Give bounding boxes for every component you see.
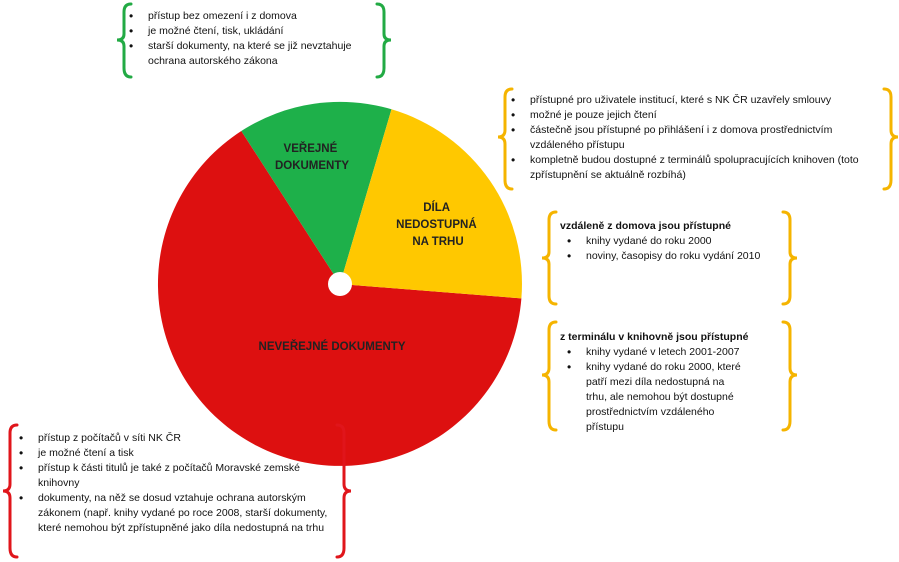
label-unavailable: DÍLA NEDOSTUPNÁ NA TRHU [396, 202, 477, 248]
label-nonpublic: NEVEŘEJNÉ DOKUMENTY [258, 341, 406, 353]
list-item: • knihy vydané do roku 2000, které patří mezi díla nedostupná na trhu, ale nemohou být dostupné prostřednictvím vzdáleného přístupu [560, 360, 788, 435]
list-item: • kompletně budou dostupné z terminálů spolupracujících knihoven (toto zpřístupnění se aktuálně rozbíhá) [504, 153, 888, 183]
list-item: • přístup k části titulů je také z počítačů Moravské zemské knihovny [12, 461, 340, 491]
list-item: • částečně jsou přístupné po přihlášení i z domova prostřednictvím vzdáleného přístupu [504, 123, 888, 153]
brace-left-terminal [542, 322, 556, 430]
remote-access-heading: vzdáleně z domova jsou přístupné [560, 220, 731, 232]
list-item: • možné je pouze jejich čtení [504, 108, 888, 123]
pie-center-hole [328, 272, 352, 296]
terminal-access-box [560, 330, 788, 435]
list-item: • přístup z počítačů v síti NK ČR [12, 431, 340, 446]
nonpublic-info-box [12, 431, 340, 536]
list-item: • dokumenty, na něž se dosud vztahuje ochrana autorským zákonem (např. knihy vydané po roce 2008, starší dokumenty, které nemohou být zpřístupněné jako díla nedostupná na trhu [12, 491, 340, 536]
list-item: • knihy vydané do roku 2000 [560, 234, 788, 249]
label-public: VEŘEJNÉ DOKUMENTY [274, 143, 350, 172]
list-item: • noviny, časopisy do roku vydání 2010 [560, 249, 788, 264]
list-item: • přístup bez omezení i z domova [122, 9, 378, 24]
list-item: • knihy vydané v letech 2001-2007 [560, 345, 788, 360]
public-info-box [122, 9, 378, 69]
list-item: • je možné čtení a tisk [12, 446, 340, 461]
brace-right-public [377, 4, 391, 77]
unavailable-info-box [504, 93, 888, 183]
brace-left-remote [542, 212, 556, 304]
remote-access-box [560, 219, 788, 264]
list-item: • přístupné pro uživatele institucí, které s NK ČR uzavřely smlouvy [504, 93, 888, 108]
list-item: • je možné čtení, tisk, ukládání [122, 24, 378, 39]
list-item: • starší dokumenty, na které se již nevztahuje ochrana autorského zákona [122, 39, 378, 69]
terminal-access-heading: z terminálu v knihovně jsou přístupné [560, 331, 749, 343]
